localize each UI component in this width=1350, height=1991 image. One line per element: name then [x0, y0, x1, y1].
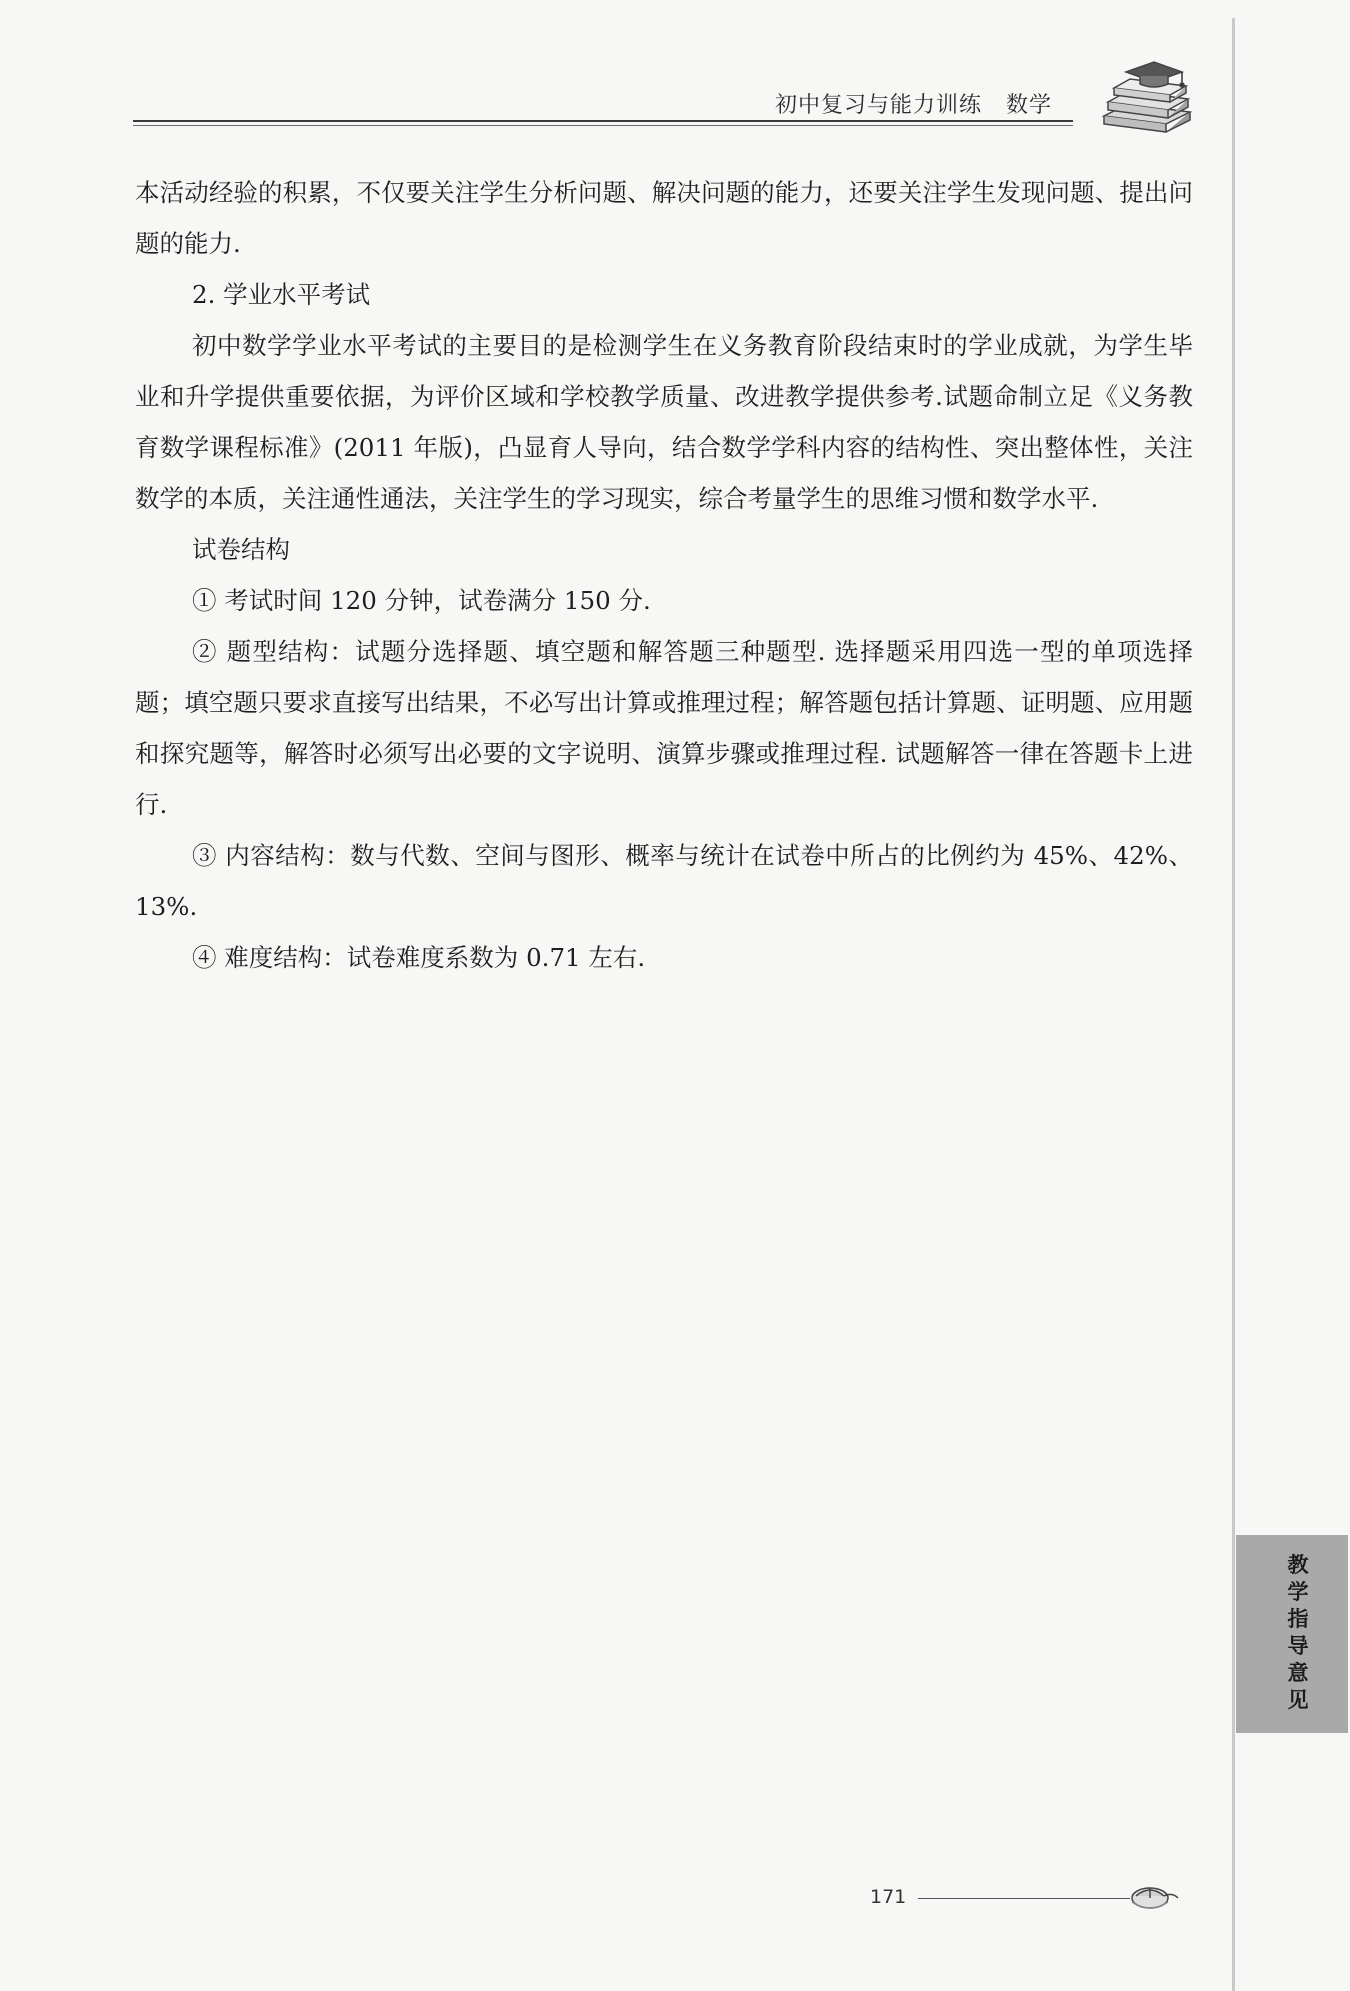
list-item-question-types: ② 题型结构：试题分选择题、填空题和解答题三种题型. 选择题采用四选一型的单项选择题；填空题只要求直接写出结果，不必写出计算或推理过程；解答题包括计算题、证明题、应用题和探究题等，解答时必须写出必要的文字说明、演算步骤或推理过程. 试题解答一律在答题卡上进行. — [135, 637, 1193, 819]
header-rule-thin — [133, 125, 1073, 126]
book-title: 初中复习与能力训练 — [775, 93, 983, 118]
books-icon — [1096, 54, 1196, 134]
footer-rule — [918, 1898, 1130, 1899]
paragraph-continued: 本活动经验的积累，不仅要关注学生分析问题、解决问题的能力，还要关注学生发现问题、提出问题的能力. — [135, 178, 1193, 258]
page-number: 171 — [870, 1886, 907, 1908]
paragraph-exam-purpose: 初中数学学业水平考试的主要目的是检测学生在义务教育阶段结束时的学业成就，为学生毕业和升学提供重要依据，为评价区域和学校教学质量、改进教学提供参考.试题命制立足《义务教育数学课程标准》(2011 年版)，凸显育人导向，结合数学学科内容的结构性、突出整体性，关注数学的本质，关注通性通法，关注学生的学习现实，综合考量学生的思维习惯和数学水平. — [135, 331, 1193, 513]
side-tab-label: 教学指导意见 — [1287, 1553, 1309, 1712]
section-heading: 2. 学业水平考试 — [192, 280, 371, 309]
subheading-paper-structure: 试卷结构 — [192, 535, 290, 564]
list-item-time: ① 考试时间 120 分钟，试卷满分 150 分. — [192, 586, 651, 615]
list-item-difficulty: ④ 难度结构：试卷难度系数为 0.71 左右. — [192, 943, 646, 972]
book-subject: 数学 — [1006, 93, 1053, 118]
main-content — [135, 167, 1193, 983]
running-header — [775, 88, 1052, 119]
margin-line — [1232, 18, 1235, 1991]
list-item-content-structure: ③ 内容结构：数与代数、空间与图形、概率与统计在试卷中所占的比例约为 45%、42%、13%. — [135, 841, 1193, 921]
header-rule — [133, 120, 1073, 122]
mouse-icon — [1128, 1876, 1180, 1916]
